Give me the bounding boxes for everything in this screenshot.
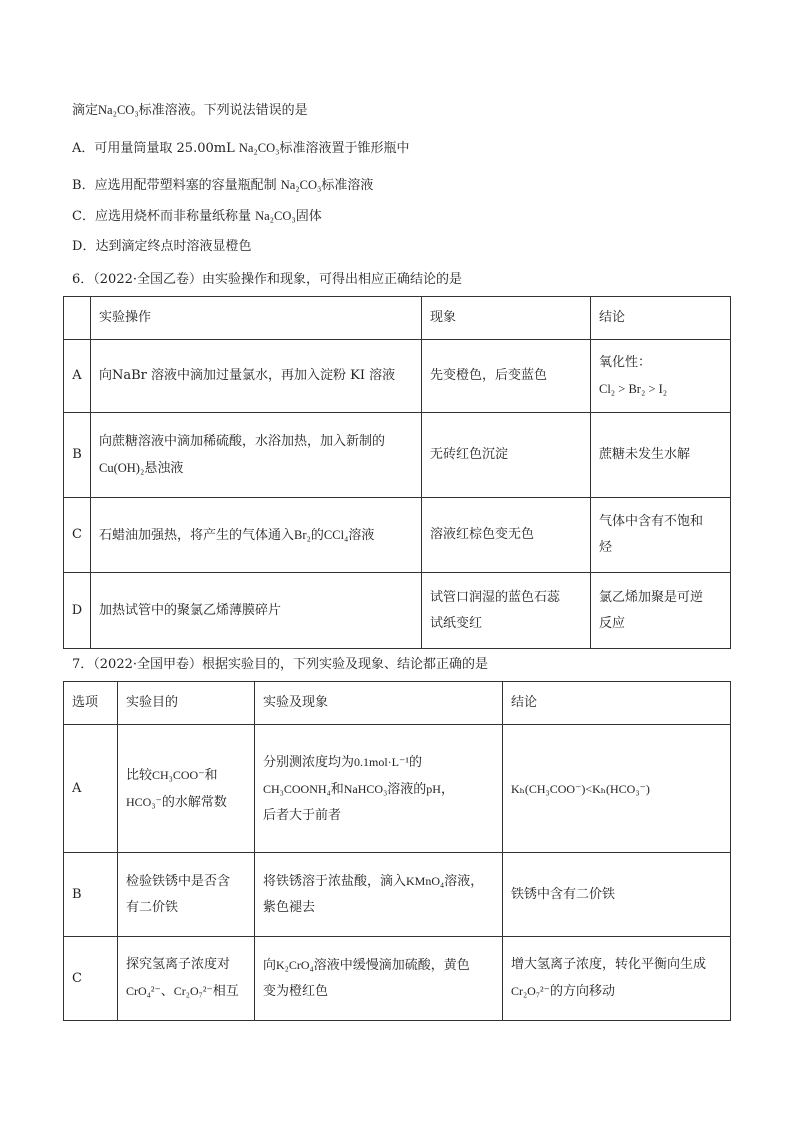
header-cell: 实验目的 (118, 682, 255, 725)
operation-formula: Cu(OH)₂ (99, 460, 145, 475)
row-label: B (64, 413, 91, 498)
goal-formula: CH₃COO⁻ (152, 767, 205, 782)
conclusion-formula: Cl₂ > Br₂ > I₂ (599, 382, 668, 396)
operation-cell (91, 413, 422, 498)
operation-text: 的 (310, 527, 324, 543)
operation-cell (91, 498, 422, 573)
header-cell: 结论 (591, 297, 731, 340)
operation-line: 向蔗糖溶液中滴加稀硫酸，水浴加热，加入新制的 (99, 433, 386, 449)
row-label: A (64, 725, 118, 853)
conclusion-cell: Kₕ(CH₃COO⁻)<Kₕ(HCO₃⁻) (503, 725, 731, 853)
option-text: 应选用烧杯而非称量纸称量 (94, 209, 256, 224)
q7-table (63, 681, 731, 1021)
table-row (64, 725, 731, 853)
experiment-text: 分别测浓度均为 (263, 754, 355, 770)
q6-table (63, 296, 731, 649)
goal-line: 有二价铁 (126, 899, 179, 915)
header-cell: 实验及现象 (255, 682, 503, 725)
option-label: C (72, 209, 82, 224)
experiment-formula: pH (426, 781, 441, 796)
operation-text: 溶液 (348, 527, 375, 543)
conclusion-line: 反应 (599, 615, 626, 631)
conclusion-cell: 铁锈中含有二价铁 (503, 853, 731, 937)
conclusion-cell (591, 498, 731, 573)
conclusion-line: 气体中含有不饱和 (599, 514, 704, 529)
experiment-text: 溶液的 (387, 781, 427, 797)
conclusion-line: 增大氢离子浓度，转化平衡向生成 (511, 957, 707, 972)
row-label: B (64, 853, 118, 937)
goal-formula: HCO₃⁻ (126, 794, 162, 809)
experiment-formula: KMnO₄ (406, 874, 445, 888)
experiment-cell (255, 937, 503, 1021)
header-cell: 现象 (422, 297, 591, 340)
experiment-formula: K₂CrO₄ (276, 958, 314, 972)
row-label: C (64, 937, 118, 1021)
goal-text: 、 (160, 984, 174, 999)
table-header-row (64, 682, 731, 725)
experiment-formula: 0.1mol·L⁻¹ (354, 754, 409, 769)
option-label: D (72, 239, 83, 254)
experiment-text: 的 (408, 754, 422, 770)
conclusion-line: 氯乙烯加聚是可逆 (599, 589, 704, 605)
conclusion-line: 氧化性： (599, 355, 652, 370)
goal-text: 相互 (212, 984, 239, 999)
option-label: A (72, 141, 82, 156)
conclusion-formula: Cr₂O₇²⁻ (511, 984, 550, 998)
row-label: A (64, 340, 91, 413)
experiment-line: 变为橙红色 (263, 984, 329, 999)
q5-option-b: B．应选用配带塑料塞的容量瓶配制 Na₂CO₃标准溶液 (72, 178, 374, 193)
goal-formula: Cr₂O₇²⁻ (173, 984, 213, 998)
observation-line: 试纸变红 (430, 615, 483, 631)
option-text: 应选用配带塑料塞的容量瓶配制 (94, 178, 281, 193)
q5-stem-suffix: 标准溶液。下列说法错误的是 (138, 103, 308, 118)
operation-cell: 加热试管中的聚氯乙烯薄膜碎片 (91, 573, 422, 649)
goal-text: 比较 (126, 767, 153, 783)
header-cell: 选项 (64, 682, 118, 725)
operation-formula: Br₂ (294, 527, 311, 542)
option-formula: Na₂CO₃ (255, 209, 296, 223)
operation-formula: CCl₄ (323, 527, 349, 542)
option-text: 可用量筒量取 25.00mL (94, 141, 239, 156)
option-formula: Na₂CO₃ (280, 178, 322, 192)
operation-line: 悬浊液 (144, 460, 184, 476)
option-text: 标准溶液置于锥形瓶中 (279, 141, 410, 156)
experiment-text: ， (440, 781, 454, 797)
experiment-cell (255, 853, 503, 937)
goal-line: 检验铁锈中是否含 (126, 873, 231, 889)
goal-text: 的水解常数 (161, 794, 227, 810)
observation-cell: 无砖红色沉淀 (422, 413, 591, 498)
table-row (64, 573, 731, 649)
table-row (64, 413, 731, 498)
q6-stem: 6．（2022·全国乙卷）由实验操作和现象，可得出相应正确结论的是 (72, 272, 462, 287)
experiment-line: 紫色褪去 (263, 900, 316, 915)
row-label: D (64, 573, 91, 649)
conclusion-text: 的方向移动 (549, 984, 615, 999)
observation-cell (422, 573, 591, 649)
table-header-row (64, 297, 731, 340)
experiment-cell (255, 725, 503, 853)
goal-text: 和 (204, 767, 218, 783)
experiment-text: 和 (330, 781, 344, 797)
experiment-formula: NaHCO₃ (343, 781, 388, 796)
table-row (64, 340, 731, 413)
conclusion-cell (591, 573, 731, 649)
experiment-text: 将铁锈溶于浓盐酸，滴入 (263, 874, 407, 889)
experiment-text: 向 (263, 958, 277, 973)
option-formula: Na₂CO₃ (238, 141, 280, 155)
q5-stem (72, 100, 308, 121)
goal-cell (118, 725, 255, 853)
operation-cell: 向NaBr 溶液中滴加过量氯水，再加入淀粉 KI 溶液 (91, 340, 422, 413)
goal-cell (118, 853, 255, 937)
q5-option-c: C．应选用烧杯而非称量纸称量 Na₂CO₃固体 (72, 209, 322, 224)
q7-stem: 7．（2022·全国甲卷）根据实验目的，下列实验及现象、结论都正确的是 (72, 657, 488, 672)
table-row (64, 498, 731, 573)
row-label: C (64, 498, 91, 573)
q5-stem-prefix: 滴定 (72, 103, 99, 118)
experiment-text: 溶液， (444, 874, 484, 889)
option-text: 达到滴定终点时溶液显橙色 (95, 239, 252, 254)
goal-cell (118, 937, 255, 1021)
q5-option-d: D．达到滴定终点时溶液显橙色 (72, 239, 252, 254)
conclusion-cell (591, 340, 731, 413)
header-cell: 实验操作 (91, 297, 422, 340)
goal-line: 探究氢离子浓度对 (126, 957, 231, 972)
experiment-formula: CH₃COONH₄ (263, 781, 331, 796)
q5-stem-formula: Na₂CO₃ (98, 103, 139, 117)
header-cell: 结论 (503, 682, 731, 725)
option-text: 固体 (295, 209, 322, 224)
observation-cell: 先变橙色，后变蓝色 (422, 340, 591, 413)
experiment-line: 后者大于前者 (263, 807, 342, 823)
observation-line: 试管口润湿的蓝色石蕊 (430, 589, 561, 605)
q5-option-a: A．可用量筒量取 25.00mL Na₂CO₃标准溶液置于锥形瓶中 (72, 141, 410, 156)
conclusion-cell (503, 937, 731, 1021)
header-cell (64, 297, 91, 340)
table-row (64, 853, 731, 937)
table-row (64, 937, 731, 1021)
option-text: 标准溶液 (321, 178, 374, 193)
goal-formula: CrO₄²⁻ (126, 984, 161, 998)
experiment-text: 溶液中缓慢滴加硫酸，黄色 (313, 958, 470, 973)
conclusion-line: 烃 (599, 540, 613, 555)
operation-text: 石蜡油加强热，将产生的气体通入 (99, 527, 295, 543)
conclusion-cell: 蔗糖未发生水解 (591, 413, 731, 498)
option-label: B (72, 178, 82, 193)
observation-cell: 溶液红棕色变无色 (422, 498, 591, 573)
